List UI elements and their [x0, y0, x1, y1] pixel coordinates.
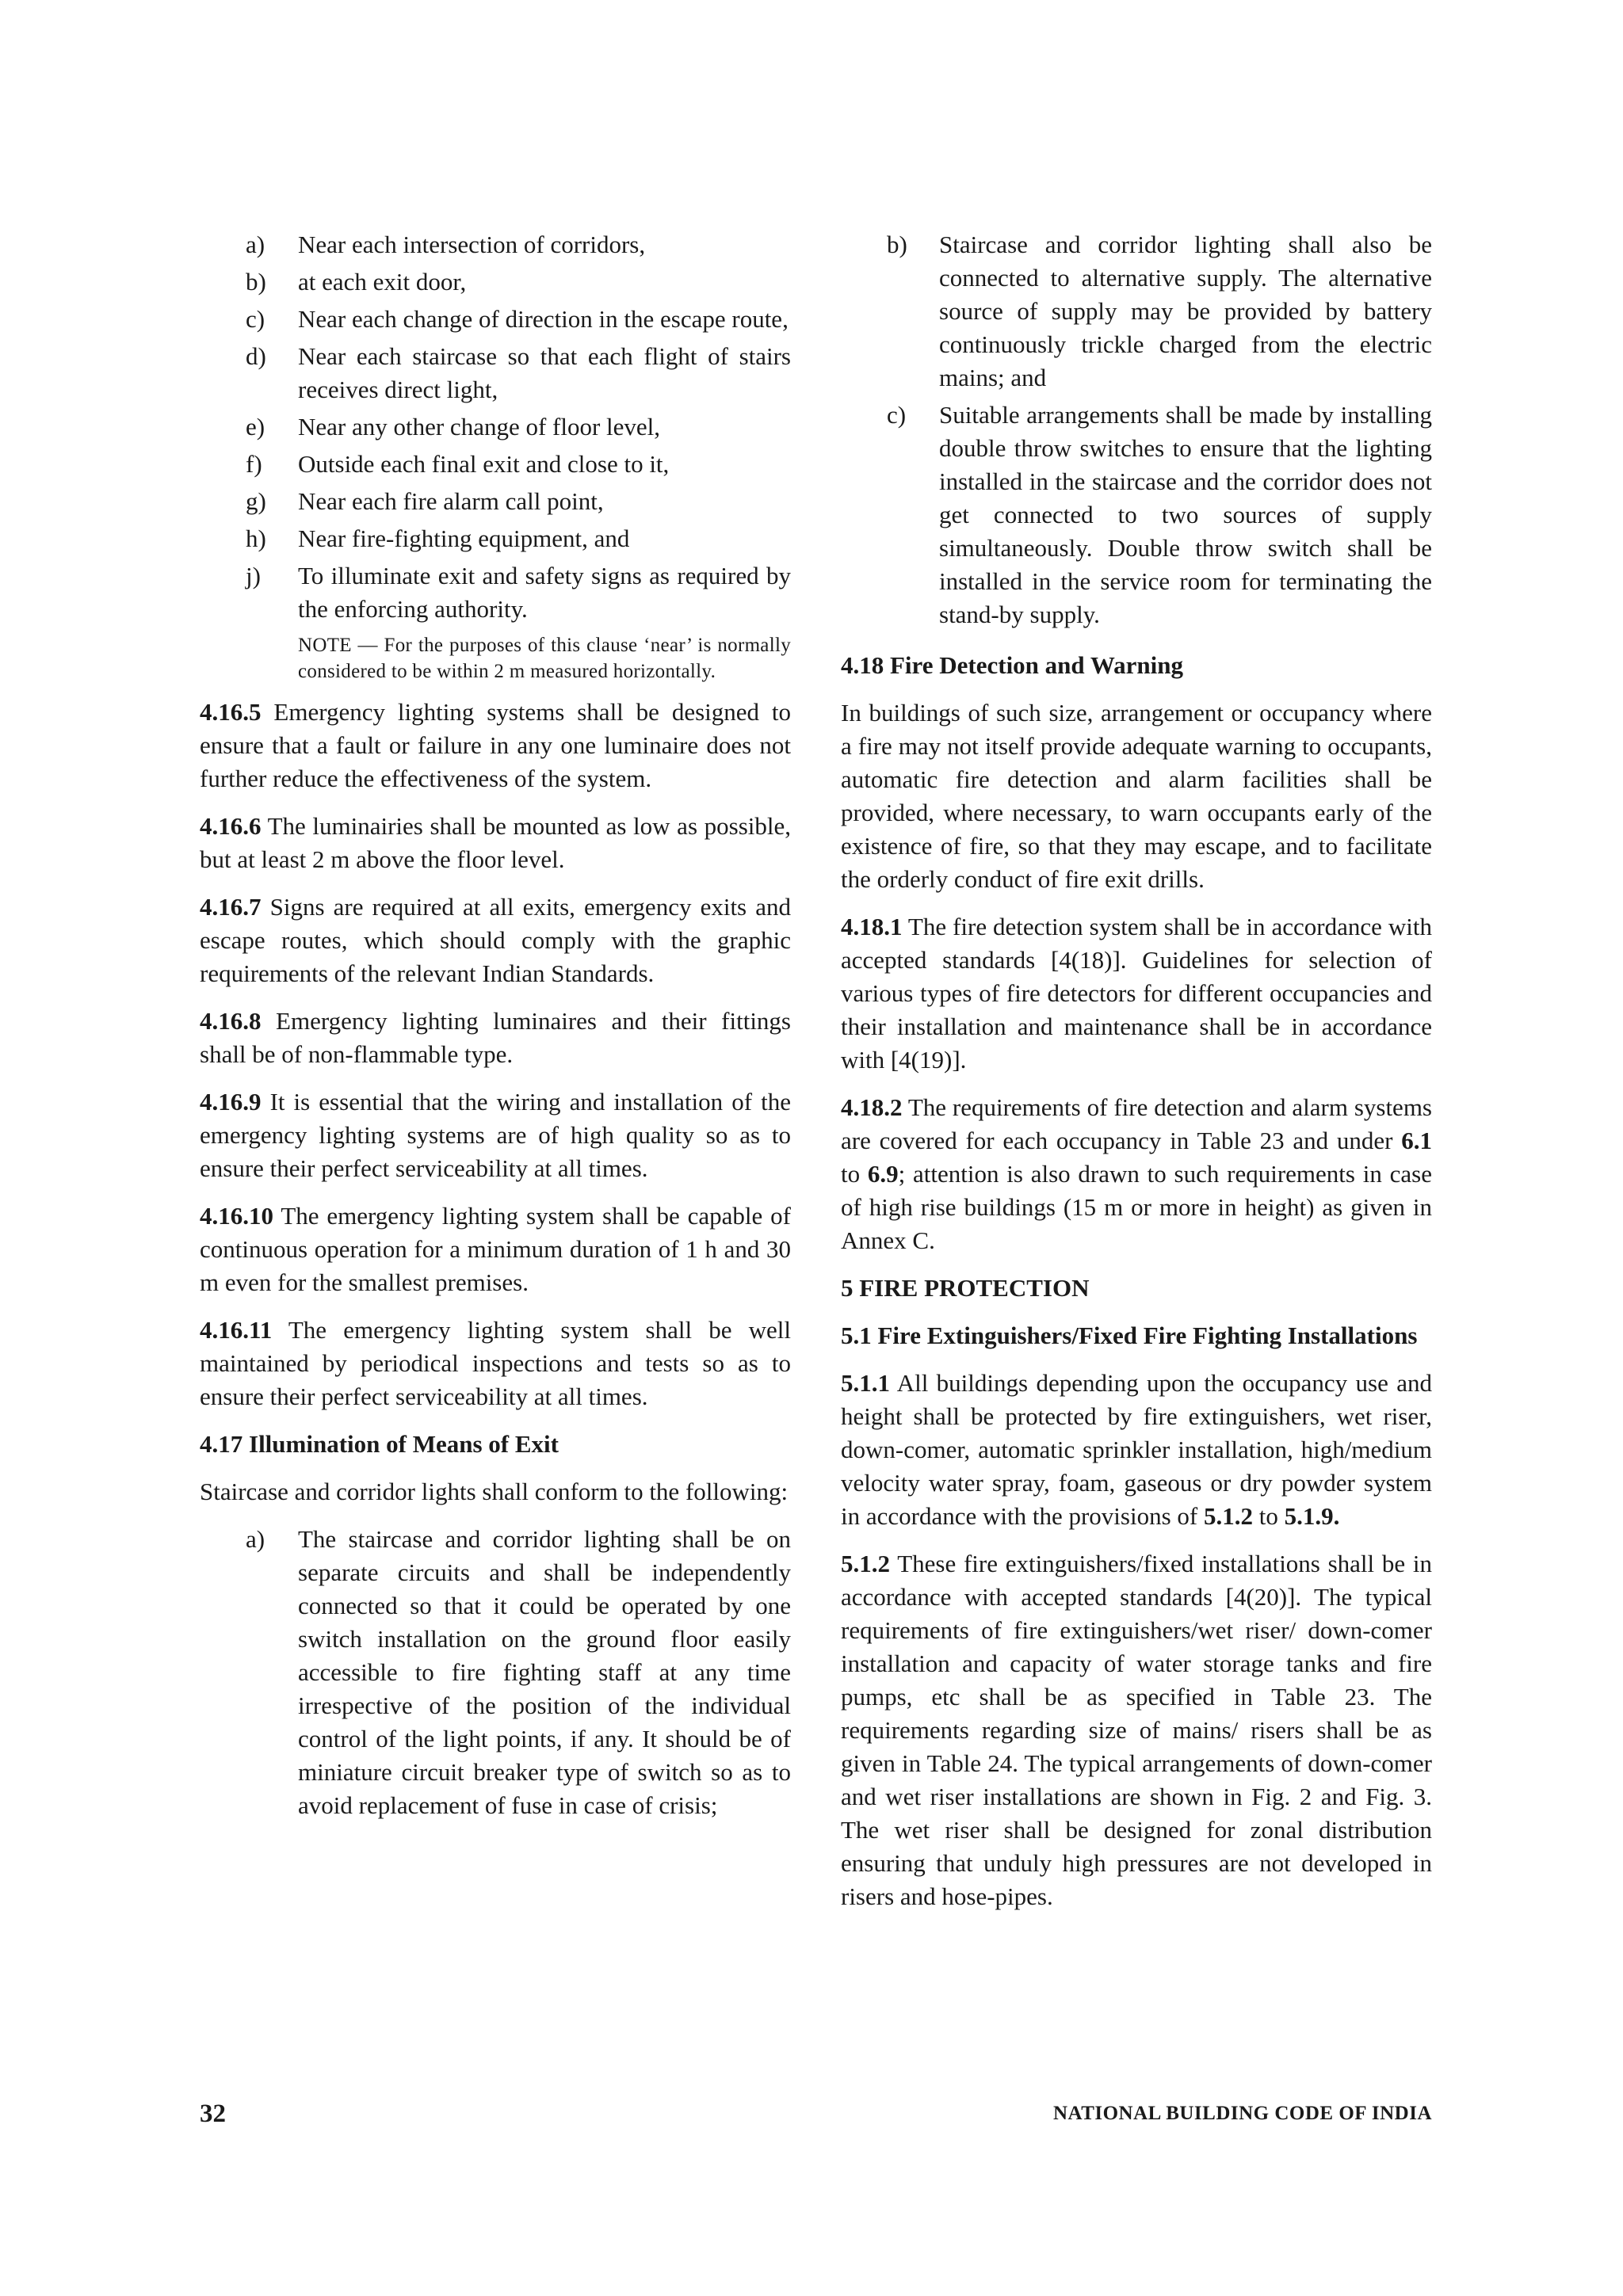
clause-4-16-9: 4.16.9 It is essential that the wiring and installation of the emergency lighting systems are of high quality so as to ensure their perfect serviceability at all times. [200, 1088, 791, 1182]
list-item: f) Outside each final exit and close to it, [246, 450, 670, 478]
running-title: NATIONAL BUILDING CODE OF INDIA [1052, 2103, 1432, 2124]
clause-4-16-11: 4.16.11 The emergency lighting system shall be well maintained by periodical inspections and tests so as to ensure their perfect serviceability at all times. [200, 1316, 791, 1410]
section-heading-5-1: 5.1 Fire Extinguishers/Fixed Fire Fighting Installations [841, 1322, 1418, 1349]
lighting-list-continued [841, 228, 1432, 631]
section-heading-5: 5 FIRE PROTECTION [841, 1274, 1090, 1302]
clause-4-16-6: 4.16.6 The luminairies shall be mounted as low as possible, but at least 2 m above the floor level. [200, 812, 791, 873]
list-item: g) Near each fire alarm call point, [246, 487, 604, 515]
page-number: 32 [200, 2100, 226, 2128]
left-column [200, 228, 791, 1829]
list-item: b) at each exit door, [246, 268, 467, 296]
clause-4-16-7: 4.16.7 Signs are required at all exits, emergency exits and escape routes, which should comply with the graphic requirements of the relevant Indian Standards. [200, 893, 791, 987]
section-heading-4-17: 4.17 Illumination of Means of Exit [200, 1430, 559, 1458]
clause-4-18-2: 4.18.2 The requirements of fire detection and alarm systems are covered for each occupancy in Table 23 and under 6.1 to 6.9; attention is also drawn to such requirements in case of high rise buildings (15 m or more in height) as given in Annex C. [841, 1093, 1432, 1254]
note: NOTE — For the purposes of this clause ‘near’ is normally considered to be within 2 m measured horizontally. [298, 635, 791, 682]
paragraph-4-18: In buildings of such size, arrangement or occupancy where a fire may not itself provide adequate warning to occupants, automatic fire detection and alarm facilities shall be provided, where necessary, to warn occupants early of the existence of fire, so that they may escape, and to facilitate the orderly conduct of fire exit drills. [841, 699, 1432, 893]
list-item: h) Near fire-fighting equipment, and [246, 524, 630, 552]
list-item: e) Near any other change of floor level, [246, 413, 661, 441]
clause-4-16-5: 4.16.5 Emergency lighting systems shall be designed to ensure that a fault or failure in any one luminaire does not further reduce the effectiveness of the system. [200, 698, 792, 792]
clause-5-1-2: 5.1.2 These fire extinguishers/fixed installations shall be in accordance with accepted standards [4(20)]. The typical requirements of fire extinguishers/wet riser/ down-comer installation and capacity of water storage tanks and fire pumps, etc shall be as specified in Table 23. The requirements regarding size of mains/ risers shall be as given in Table 24. The typical arrangements of down-comer and wet riser installations are shown in Fig. 2 and Fig. 3. The wet riser shall be designed for zonal distribution ensuring that unduly high pressures are not developed in risers and hose-pipes. [841, 1550, 1432, 1910]
lighting-list [200, 1523, 791, 1822]
paragraph-4-17: Staircase and corridor lights shall conform to the following: [200, 1478, 789, 1505]
list-item: j) To illuminate exit and safety signs as required by the enforcing authority. [246, 562, 791, 623]
section-heading-4-18: 4.18 Fire Detection and Warning [841, 651, 1183, 679]
right-column [841, 228, 1432, 1928]
list-item: c) Suitable arrangements shall be made by installing double throw switches to ensure that the lighting installed in the staircase and the corridor does not get connected to two sources of supply simultaneously. Double throw switch shall be installed in the service room for terminating the stand-by supply. [887, 401, 1432, 628]
clause-5-1-1: 5.1.1 All buildings depending upon the occupancy use and height shall be protected by fire extinguishers, wet riser, down-comer, automatic sprinkler installation, high/medium velocity water spray, foam, gaseous or dry powder system in accordance with the provisions of 5.1.2 to 5.1.9. [841, 1369, 1433, 1530]
list-item: a) The staircase and corridor lighting shall be on separate circuits and shall be independently connected so that it could be operated by one switch installation on the ground floor easily accessible to fire fighting staff at any time irrespective of the position of the individual control of the light points, if any. It should be of miniature circuit breaker type of switch so as to avoid replacement of fuse in case of crisis; [246, 1525, 791, 1819]
location-list [200, 228, 791, 626]
list-item: c) Near each change of direction in the escape route, [246, 305, 789, 333]
list-item: a) Near each intersection of corridors, [246, 231, 646, 258]
clause-4-18-1: 4.18.1 The fire detection system shall be in accordance with accepted standards [4(18)]. Guidelines for selection of various types of fire detectors for different occupancies and their installation and maintenance shall be in accordance with [4(19)]. [841, 913, 1432, 1074]
clause-4-16-10: 4.16.10 The emergency lighting system shall be capable of continuous operation for a minimum duration of 1 h and 30 m even for the smallest premises. [200, 1202, 791, 1296]
list-item: b) Staircase and corridor lighting shall also be connected to alternative supply. The alternative source of supply may be provided by battery continuously trickle charged from the electric mains; and [887, 231, 1432, 391]
page-footer [200, 2100, 1432, 2131]
clause-4-16-8: 4.16.8 Emergency lighting luminaires and their fittings shall be of non-flammable type. [200, 1007, 791, 1068]
list-item: d) Near each staircase so that each flight of stairs receives direct light, [246, 342, 791, 403]
